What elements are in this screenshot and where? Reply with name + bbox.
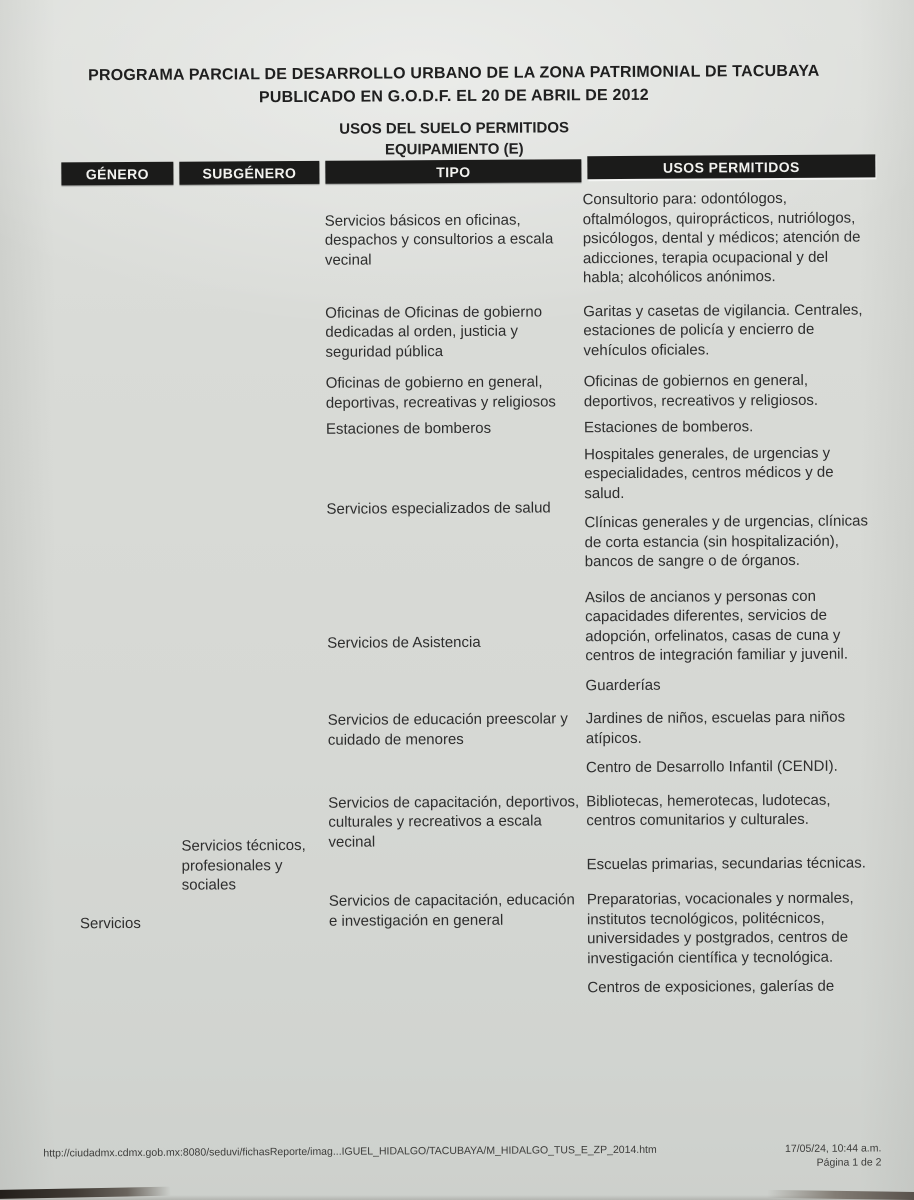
title-line-2: PUBLICADO EN G.O.D.F. EL 20 DE ABRIL DE 2012 bbox=[258, 86, 649, 107]
usos-paragraph: Estaciones de bomberos. bbox=[583, 418, 754, 437]
subtitle-line-1: USOS DEL SUELO PERMITIDOS bbox=[339, 119, 570, 138]
column-header-usos-permitidos: USOS PERMITIDOS bbox=[587, 154, 875, 179]
table-row bbox=[326, 370, 877, 412]
usos-paragraph: Jardines de niños, escuelas para niños atípicos. bbox=[585, 708, 846, 747]
usos-cell bbox=[584, 416, 873, 437]
table-body bbox=[325, 188, 881, 999]
usos-cell bbox=[584, 443, 874, 572]
footer-datetime: 17/05/24, 10:44 a.m. bbox=[784, 1142, 882, 1156]
tipo-cell: Servicios de educación preescolar y cuidado de menores bbox=[327, 710, 568, 749]
usos-cell bbox=[582, 188, 872, 287]
table-header-row bbox=[61, 157, 875, 185]
usos-paragraph: Asilos de ancianos y personas con capacidades diferentes, servicios de adopción, orfelinatos, casas de cuna y centros de integración familiar y juvenil. bbox=[584, 587, 849, 665]
usos-paragraph: Centros de exposiciones, galerías de bbox=[587, 977, 835, 997]
usos-cell bbox=[584, 370, 873, 411]
usos-paragraph: Oficinas de gobiernos en general, deportivos, recreativos y religiosos. bbox=[583, 371, 819, 410]
table-row bbox=[326, 416, 877, 439]
usos-paragraph: Clínicas generales y de urgencias, clínicas de corta estancia (sin hospitalización), bancos de sangre o de órganos. bbox=[584, 512, 869, 571]
tipo-cell: Servicios de capacitación, educación e investigación en general bbox=[328, 891, 575, 930]
table-row bbox=[325, 188, 877, 289]
tipo-cell: Servicios básicos en oficinas, despachos y consultorios a escala vecinal bbox=[324, 211, 554, 269]
tipo-cell: Servicios de Asistencia bbox=[327, 633, 481, 652]
page-footer bbox=[43, 1141, 881, 1174]
usos-cell bbox=[585, 586, 875, 695]
table-row bbox=[327, 586, 879, 697]
table-row bbox=[325, 300, 876, 362]
land-use-table bbox=[61, 157, 880, 1000]
table-row bbox=[328, 790, 879, 876]
footer-meta bbox=[785, 1141, 881, 1170]
genero-cell: Servicios bbox=[79, 914, 141, 933]
column-header-genero: GÉNERO bbox=[61, 162, 173, 186]
usos-paragraph: Hospitales generales, de urgencias y especialidades, centros médicos y de salud. bbox=[584, 444, 834, 502]
table-row bbox=[329, 888, 881, 999]
usos-paragraph: Guarderías bbox=[585, 676, 661, 694]
column-header-tipo: TIPO bbox=[325, 159, 581, 184]
tipo-cell: Oficinas de Oficinas de gobierno dedicadas al orden, justicia y seguridad pública bbox=[325, 302, 543, 361]
subtitle-line-2: EQUIPAMIENTO (E) bbox=[384, 140, 524, 159]
usos-paragraph: Bibliotecas, hemerotecas, ludotecas, centros comunitarios y culturales. bbox=[586, 791, 831, 830]
usos-paragraph: Escuelas primarias, secundarias técnicas. bbox=[586, 854, 866, 873]
usos-cell bbox=[583, 300, 872, 360]
subgenero-cell: Servicios técnicos, profesionales y sociales bbox=[181, 836, 306, 894]
usos-paragraph: Centro de Desarrollo Infantil (CENDI). bbox=[585, 757, 838, 777]
tipo-cell: Oficinas de gobierno en general, deportivas, recreativas y religiosos bbox=[325, 373, 556, 412]
table-row bbox=[328, 707, 879, 779]
tipo-cell: Servicios especializados de salud bbox=[326, 499, 551, 519]
table-row bbox=[326, 443, 878, 573]
document-title bbox=[37, 59, 871, 110]
usos-paragraph: Consultorio para: odontólogos, oftalmólogos, quiroprácticos, nutriólogos, psicólogos, dental y médicos; atención de adicciones, terapia ocupacional y del habla; alcohólicos anónimos. bbox=[582, 189, 861, 287]
usos-paragraph: Garitas y casetas de vigilancia. Centrales, estaciones de policía y encierro de vehículos oficiales. bbox=[583, 301, 863, 359]
tipo-cell: Servicios de capacitación, deportivos, culturales y recreativos a escala vecinal bbox=[328, 792, 580, 851]
usos-cell bbox=[587, 888, 877, 997]
usos-paragraph: Preparatorias, vocacionales y normales, institutos tecnológicos, politécnicos, universidades y postgrados, centros de investigación científica y tecnológica. bbox=[586, 889, 854, 967]
column-header-subgenero: SUBGÉNERO bbox=[179, 161, 319, 185]
footer-page-number: Página 1 de 2 bbox=[816, 1156, 882, 1169]
tipo-cell: Estaciones de bomberos bbox=[325, 419, 492, 438]
usos-cell bbox=[586, 790, 875, 874]
title-line-1: PROGRAMA PARCIAL DE DESARROLLO URBANO DE LA ZONA PATRIMONIAL DE TACUBAYA bbox=[88, 62, 820, 85]
usos-cell bbox=[586, 707, 875, 777]
footer-url: http://ciudadmx.cdmx.gob.mx:8080/seduvi/fichasReporte/imag...IGUEL_HIDALGO/TACUBAYA/M_HIDALGO_TUS_E_ZP_2014.htm bbox=[43, 1143, 657, 1160]
